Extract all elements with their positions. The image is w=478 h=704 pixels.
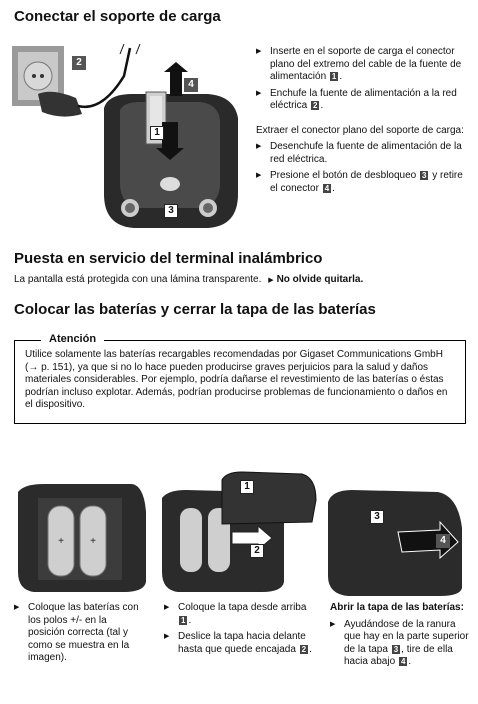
note-action: No olvide quitarla. [276,274,364,285]
bullet-plug-adapter [256,88,468,113]
text: . [320,100,324,111]
callout-3: 3 [370,510,384,524]
open-cover-heading: Abrir la tapa de las baterías: [330,602,464,613]
bullet-insert-connector [256,46,468,84]
text: Ayudándose de la ranura que hay en la parte superior de la tapa [344,618,469,655]
callout-3: 3 [164,204,178,218]
bullet-place-cover [164,602,312,627]
text: Enchufe la fuente de alimentación a la red eléctrica [270,87,457,111]
open-bullet-list [330,619,470,669]
ref-1: 1 [181,615,186,625]
bullet-insert-batteries [14,602,144,665]
section-title-setup: Puesta en servicio del terminal inalámbrico [14,250,323,267]
extract-intro: Extraer el conector plano del soporte de carga: [256,124,464,136]
callout-2: 2 [72,56,86,70]
text: . [408,656,412,667]
bullet-release [256,170,468,195]
text: . [188,614,192,626]
charging-stand-illustration [12,36,252,232]
charging-instructions [256,46,468,199]
callout-1: 1 [240,480,254,494]
text: Presione el botón de desbloqueo [270,170,420,181]
ref-4: 4 [324,183,330,193]
attach-bullet-list [164,602,312,656]
connect-bullet-list [256,46,468,113]
svg-text:+: + [58,536,64,547]
ref-2: 2 [301,644,307,654]
insert-bullet-list [14,602,144,665]
text: . [309,643,312,655]
warning-box [14,333,466,424]
section-title-charging-stand: Conectar el soporte de carga [14,8,221,25]
text: Deslice la tapa hacia delante hasta que quede encajada [178,631,306,655]
column-open-cover [330,602,470,673]
ref-3: 3 [393,644,399,654]
text: Desenchufe la fuente de alimentación de la red eléctrica. [270,141,462,165]
screen-protector-note [14,274,474,288]
battery-insert-illustration [14,482,150,594]
arrow-icon: ▶ [268,277,274,284]
callout-1: 1 [150,126,164,140]
bullet-open-cover [330,619,470,669]
text: . [332,182,335,194]
bullet-slide-cover [164,631,312,656]
section-title-batteries: Colocar las baterías y cerrar la tapa de las baterías [14,301,376,318]
callout-4: 4 [184,78,198,92]
extract-bullet-list [256,141,468,195]
ref-2: 2 [313,101,318,110]
callout-2: 2 [250,544,264,558]
text: Coloque la tapa desde arriba [178,602,307,613]
text: Inserte en el soporte de carga el conector plano del extremo del cable de la fuente de alimentación [270,46,462,82]
text: y retire el conector [270,170,463,194]
note-text: La pantalla está protegida con una lámina transparente. [14,274,262,285]
cover-attach-illustration [162,470,318,594]
column-attach-cover [164,602,312,660]
ref-4: 4 [400,657,406,666]
text: . [339,71,343,82]
text: Coloque las baterías con los polos +/- en la posición correcta (tal y como se muestra en la imagen). [28,602,139,663]
warning-text: Utilice solamente las baterías recargables recomendadas por Gigaset Communications GmbH (→ p. 151), ya que si no lo hace pueden producirse graves perjuicios para la salud y daños materiales considerables. Por ejemplo, podría dañarse el revestimiento de las baterías o éstas podrían incluso explotar. Además, podrían producirse problemas de funcionamiento o daños en el dispositivo. [25,349,448,410]
text: , tire de ella hacia abajo [344,643,453,667]
cover-open-illustration [328,488,474,598]
ref-3: 3 [422,171,427,180]
column-insert-batteries [14,602,144,669]
callout-4: 4 [436,534,450,548]
bullet-unplug [256,141,468,166]
ref-1: 1 [331,72,337,81]
svg-text:+: + [90,536,96,547]
warning-title: Atención [41,333,104,345]
